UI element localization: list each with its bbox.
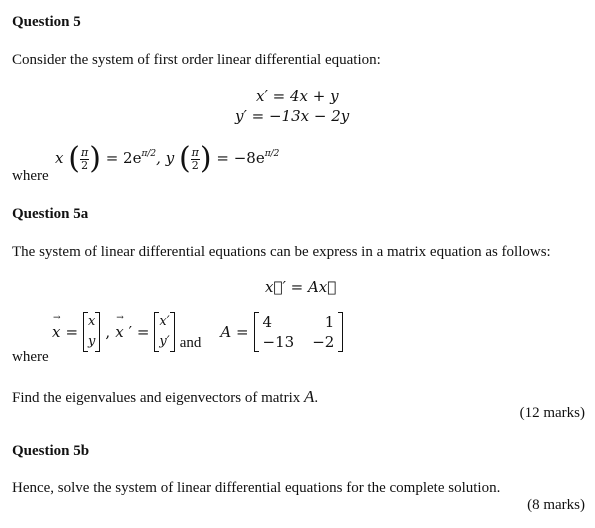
ic-separator: , y bbox=[156, 149, 175, 167]
ic-paren-close-2: ) bbox=[199, 141, 212, 176]
matrix-equation: x⃗′ = Ax⃗ bbox=[265, 278, 337, 296]
where-label-1: where bbox=[12, 168, 49, 184]
x-prime-entry-1: x′ bbox=[159, 314, 170, 329]
and-label: and bbox=[179, 335, 202, 351]
ic-x-rhs: = 2e bbox=[105, 149, 142, 167]
matrix-a-row-2: −13 −2 bbox=[262, 333, 335, 351]
x-vector-entry-1: x bbox=[88, 314, 96, 329]
x-prime-vector-matrix bbox=[154, 312, 174, 352]
x-prime-vector-symbol: → x bbox=[115, 323, 123, 341]
initial-conditions bbox=[55, 141, 280, 176]
question-5b-marks: (8 marks) bbox=[527, 497, 585, 513]
question-5a-task-matrix: A bbox=[304, 387, 315, 406]
ic-y-rhs: = −8e bbox=[216, 149, 265, 167]
question-5-intro: Consider the system of first order linear differential equation: bbox=[12, 52, 381, 68]
x-vector-entry-2: y bbox=[88, 334, 96, 349]
where-label-2: where bbox=[12, 349, 49, 365]
ic-paren-open: ( bbox=[68, 141, 80, 176]
question-5b-task: Hence, solve the system of linear differential equations for the complete solution. bbox=[12, 480, 501, 496]
question-5a-intro: The system of linear differential equations can be express in a matrix equation as follows: bbox=[12, 244, 551, 260]
equation-2: y′ = −13x − 2y bbox=[235, 107, 350, 125]
question-5a-task-text: Find the eigenvalues and eigenvectors of matrix bbox=[12, 390, 301, 406]
ic-y-fraction: $\frac{\pi}{2}$ bbox=[191, 145, 199, 172]
question-5a-task: Find the eigenvalues and eigenvectors of matrix A. bbox=[12, 387, 319, 406]
x-prime-entry-2: y′ bbox=[159, 334, 170, 349]
matrix-definitions: → x = x y , → x ′ = x′ y′ and A = 4 1 −13 −2 bbox=[52, 312, 343, 352]
ic-x-symbol: x bbox=[55, 149, 64, 167]
matrix-a-label: A = bbox=[220, 323, 249, 341]
ic-paren-open-2: ( bbox=[178, 141, 191, 176]
ic-x-exponent: π/2 bbox=[141, 149, 157, 159]
x-vector-matrix bbox=[83, 312, 100, 352]
matrix-a bbox=[254, 312, 344, 352]
question-5-heading: Question 5 bbox=[12, 14, 81, 30]
ic-paren-close: ) bbox=[89, 141, 101, 176]
x-vector-symbol: → x bbox=[52, 323, 60, 341]
equation-1: x′ = 4x + y bbox=[256, 87, 339, 105]
question-5a-heading: Question 5a bbox=[12, 206, 89, 222]
matrix-a-row-1: 4 1 bbox=[262, 313, 335, 331]
ic-x-fraction: $\frac{\pi}{2}$ bbox=[80, 145, 89, 172]
question-5a-marks: (12 marks) bbox=[519, 405, 585, 421]
question-5b-heading: Question 5b bbox=[12, 443, 90, 459]
ic-y-exponent: π/2 bbox=[264, 149, 280, 159]
